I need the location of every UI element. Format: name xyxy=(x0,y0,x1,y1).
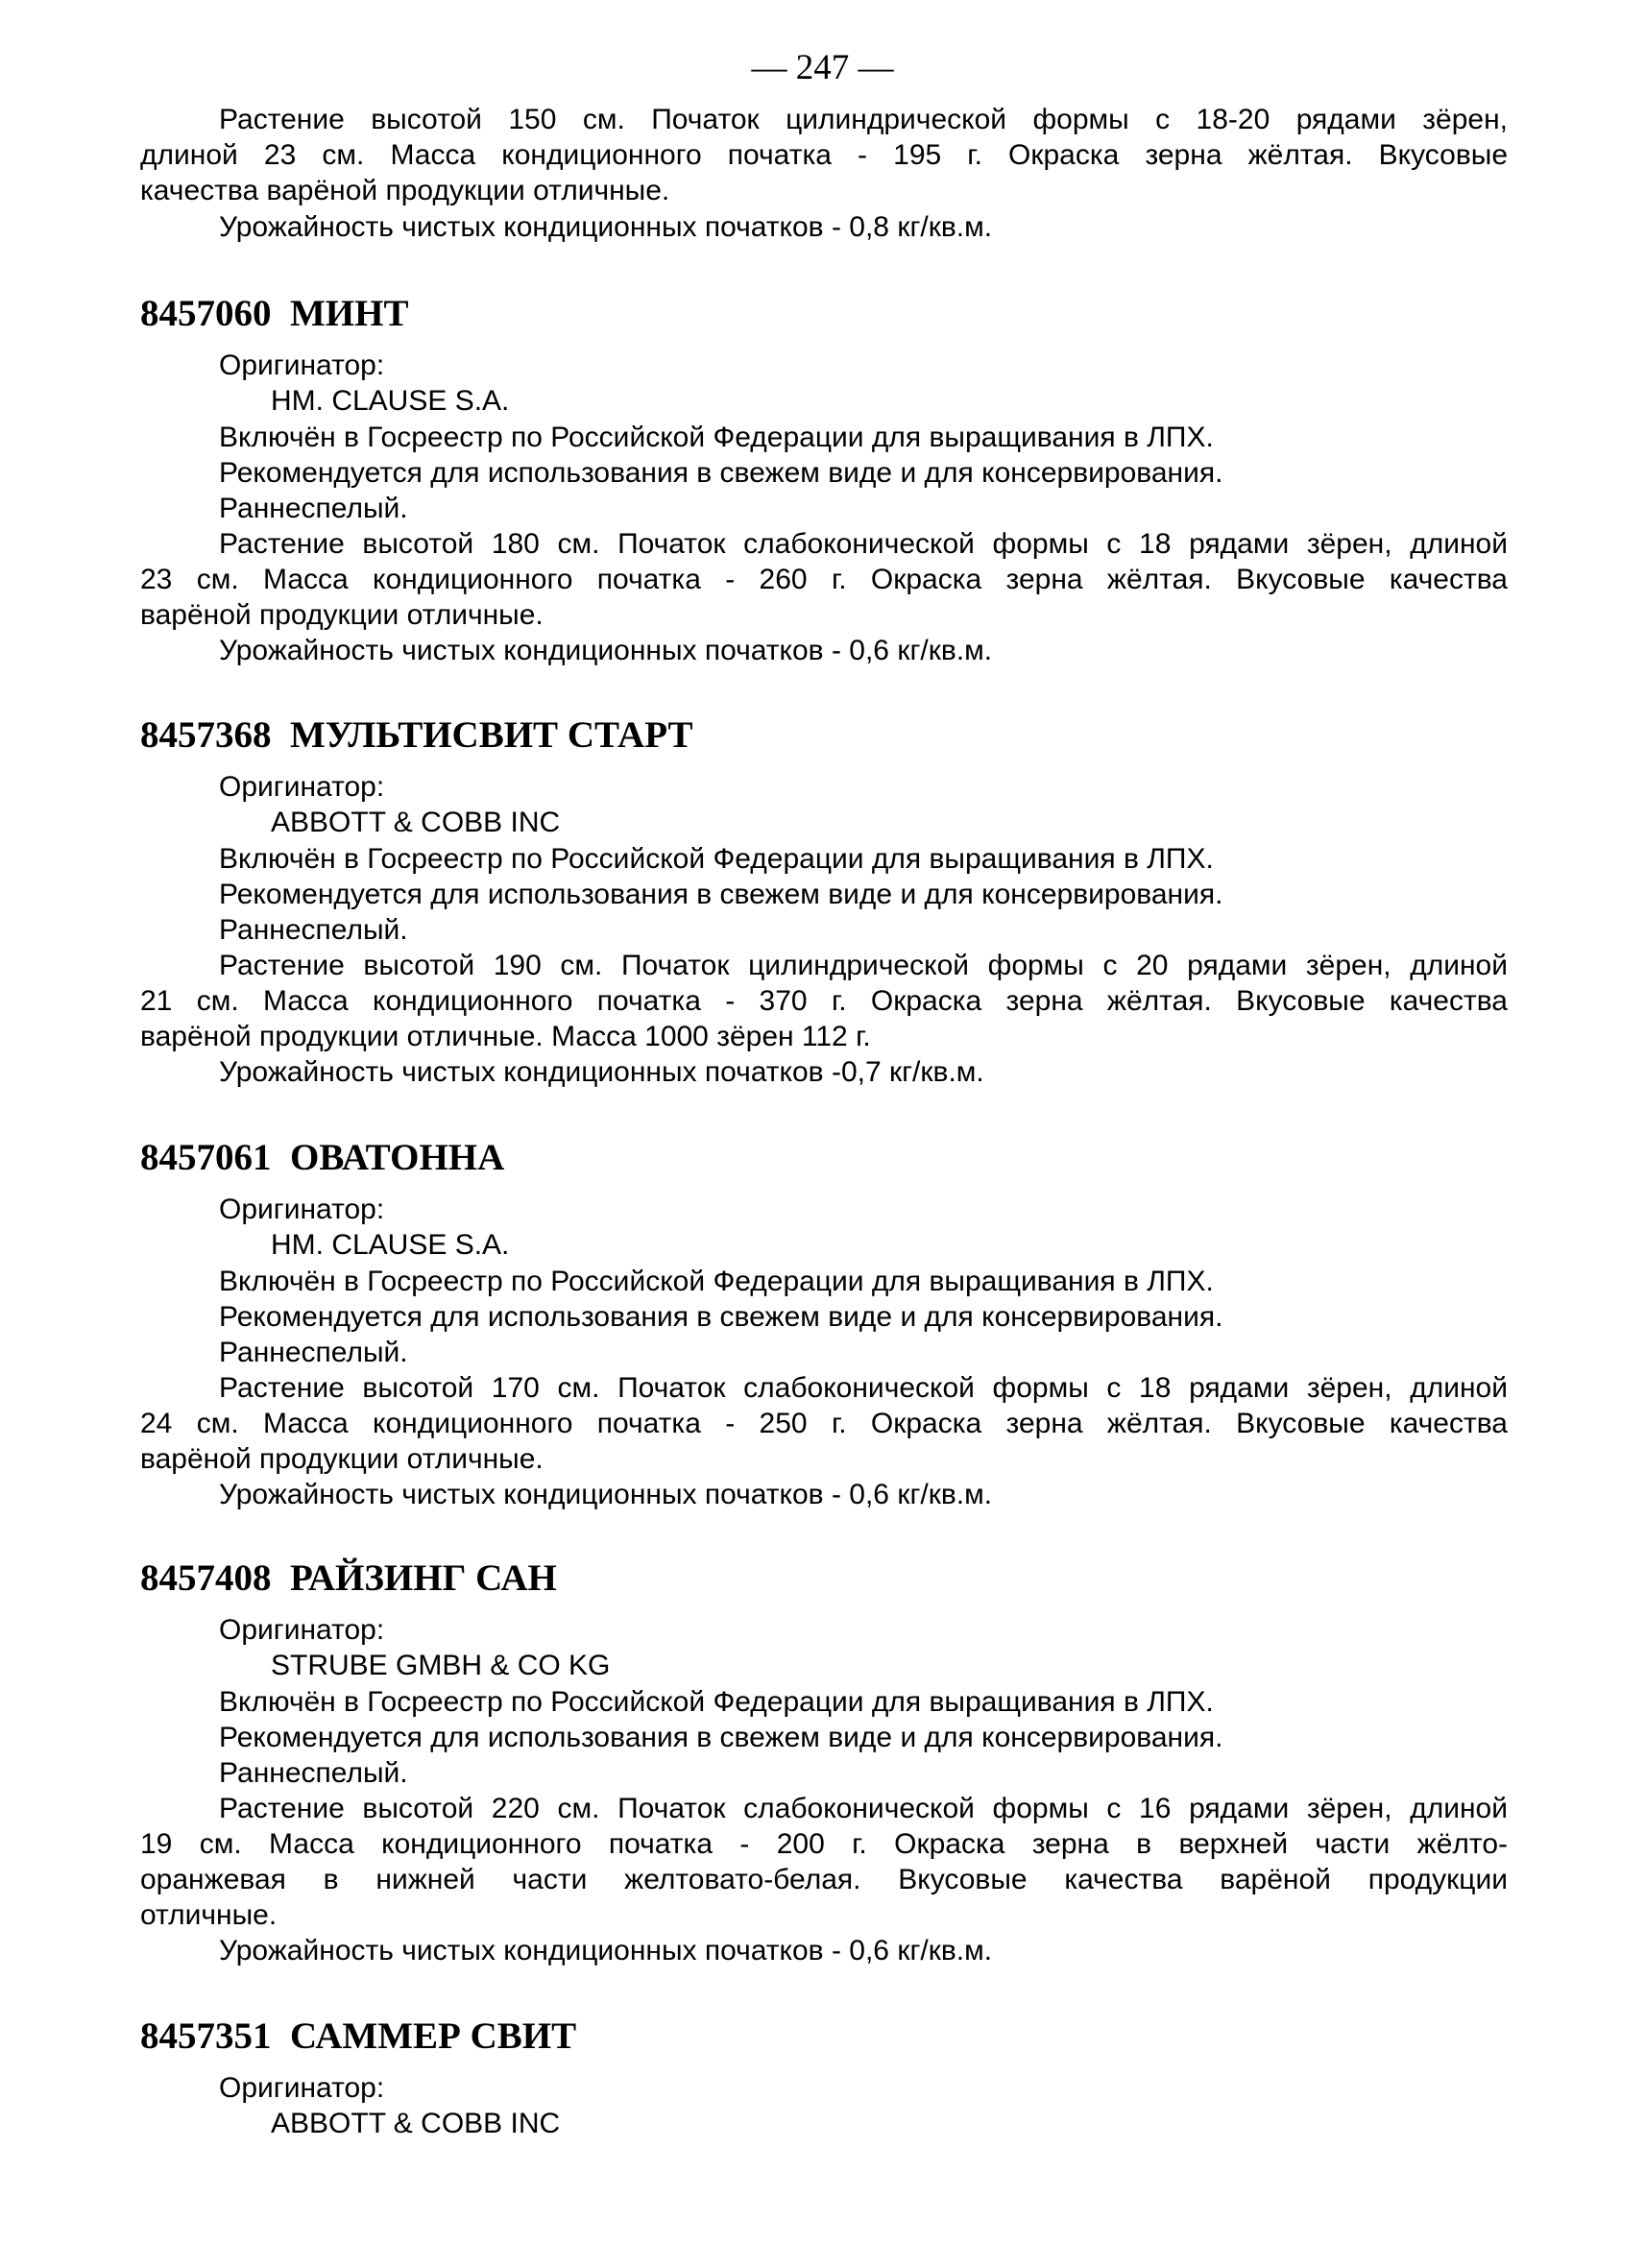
variety-name: ОВАТОННА xyxy=(290,1137,505,1178)
intro-line: Растение высотой 150 см. Початок цилиндрической формы с 18-20 рядами зёрен, xyxy=(219,104,1508,135)
variety-name: МИНТ xyxy=(290,293,409,334)
description-line: Растение высотой 220 см. Початок слабоконической формы с 16 рядами зёрен, длиной xyxy=(219,1793,1508,1824)
description-line: 21 см. Масса кондиционного початка - 370 г. Окраска зерна жёлтая. Вкусовые качества xyxy=(140,985,1508,1017)
recommendation-line: Рекомендуется для использования в свежем виде и для консервирования. xyxy=(219,1301,1223,1333)
variety-name: МУЛЬТИСВИТ СТАРТ xyxy=(290,714,693,756)
originator-label: Оригинатор: xyxy=(219,771,385,803)
yield-line: Урожайность чистых кондиционных початков - 0,6 кг/кв.м. xyxy=(219,1479,993,1510)
description-line: Растение высотой 170 см. Початок слабоконической формы с 18 рядами зёрен, длиной xyxy=(219,1372,1508,1404)
originator-label: Оригинатор: xyxy=(219,2072,385,2104)
registry-line: Включён в Госреестр по Российской Федерации для выращивания в ЛПХ. xyxy=(219,1266,1214,1297)
maturity-line: Раннеспелый. xyxy=(219,1337,408,1368)
variety-name: САММЕР СВИТ xyxy=(290,2015,577,2057)
originator-name: ABBOTT & COBB INC xyxy=(271,807,561,838)
maturity-line: Раннеспелый. xyxy=(219,493,408,524)
variety-code: 8457351 xyxy=(140,2015,272,2057)
variety-heading xyxy=(140,1136,504,1180)
yield-line: Урожайность чистых кондиционных початков - 0,6 кг/кв.м. xyxy=(219,1935,993,1966)
page-number: — 247 — xyxy=(751,48,894,87)
registry-line: Включён в Госреестр по Российской Федерации для выращивания в ЛПХ. xyxy=(219,843,1214,875)
variety-heading xyxy=(140,713,693,758)
description-line: варёной продукции отличные. xyxy=(140,1443,544,1475)
description-line: варёной продукции отличные. Масса 1000 зёрен 112 г. xyxy=(140,1021,871,1052)
recommendation-line: Рекомендуется для использования в свежем виде и для консервирования. xyxy=(219,1722,1223,1753)
intro-line: длиной 23 см. Масса кондиционного початка - 195 г. Окраска зерна жёлтая. Вкусовые xyxy=(140,139,1508,171)
description-line: 19 см. Масса кондиционного початка - 200 г. Окраска зерна в верхней части жёлто- xyxy=(140,1828,1508,1860)
description-line: Растение высотой 190 см. Початок цилиндрической формы с 20 рядами зёрен, длиной xyxy=(219,950,1508,981)
registry-line: Включён в Госреестр по Российской Федерации для выращивания в ЛПХ. xyxy=(219,422,1214,453)
variety-heading xyxy=(140,292,409,336)
intro-yield: Урожайность чистых кондиционных початков - 0,8 кг/кв.м. xyxy=(219,211,993,243)
description-line: Растение высотой 180 см. Початок слабоконической формы с 18 рядами зёрен, длиной xyxy=(219,528,1508,560)
yield-line: Урожайность чистых кондиционных початков -0,7 кг/кв.м. xyxy=(219,1056,984,1088)
variety-code: 8457368 xyxy=(140,714,272,756)
yield-line: Урожайность чистых кондиционных початков - 0,6 кг/кв.м. xyxy=(219,635,993,666)
originator-label: Оригинатор: xyxy=(219,1614,385,1646)
variety-heading xyxy=(140,1556,557,1601)
maturity-line: Раннеспелый. xyxy=(219,914,408,946)
variety-heading xyxy=(140,2015,576,2059)
originator-name: HM. CLAUSE S.A. xyxy=(271,385,510,417)
description-line: 24 см. Масса кондиционного початка - 250 г. Окраска зерна жёлтая. Вкусовые качества xyxy=(140,1408,1508,1439)
originator-label: Оригинатор: xyxy=(219,1194,385,1225)
originator-label: Оригинатор: xyxy=(219,350,385,381)
intro-line: качества варёной продукции отличные. xyxy=(140,175,670,206)
variety-code: 8457061 xyxy=(140,1137,272,1178)
description-line: 23 см. Масса кондиционного початка - 260 г. Окраска зерна жёлтая. Вкусовые качества xyxy=(140,564,1508,595)
description-line: отличные. xyxy=(140,1899,278,1931)
maturity-line: Раннеспелый. xyxy=(219,1757,408,1789)
description-line: варёной продукции отличные. xyxy=(140,599,544,631)
recommendation-line: Рекомендуется для использования в свежем виде и для консервирования. xyxy=(219,457,1223,489)
variety-code: 8457060 xyxy=(140,293,272,334)
description-line: оранжевая в нижней части желтовато-белая. Вкусовые качества варёной продукции xyxy=(140,1864,1508,1895)
originator-name: HM. CLAUSE S.A. xyxy=(271,1229,510,1261)
registry-line: Включён в Госреестр по Российской Федерации для выращивания в ЛПХ. xyxy=(219,1686,1214,1718)
variety-name: РАЙЗИНГ САН xyxy=(290,1557,557,1599)
originator-name: STRUBE GMBH & CO KG xyxy=(271,1650,611,1681)
variety-code: 8457408 xyxy=(140,1557,272,1599)
originator-name: ABBOTT & COBB INC xyxy=(271,2108,561,2139)
recommendation-line: Рекомендуется для использования в свежем виде и для консервирования. xyxy=(219,879,1223,910)
